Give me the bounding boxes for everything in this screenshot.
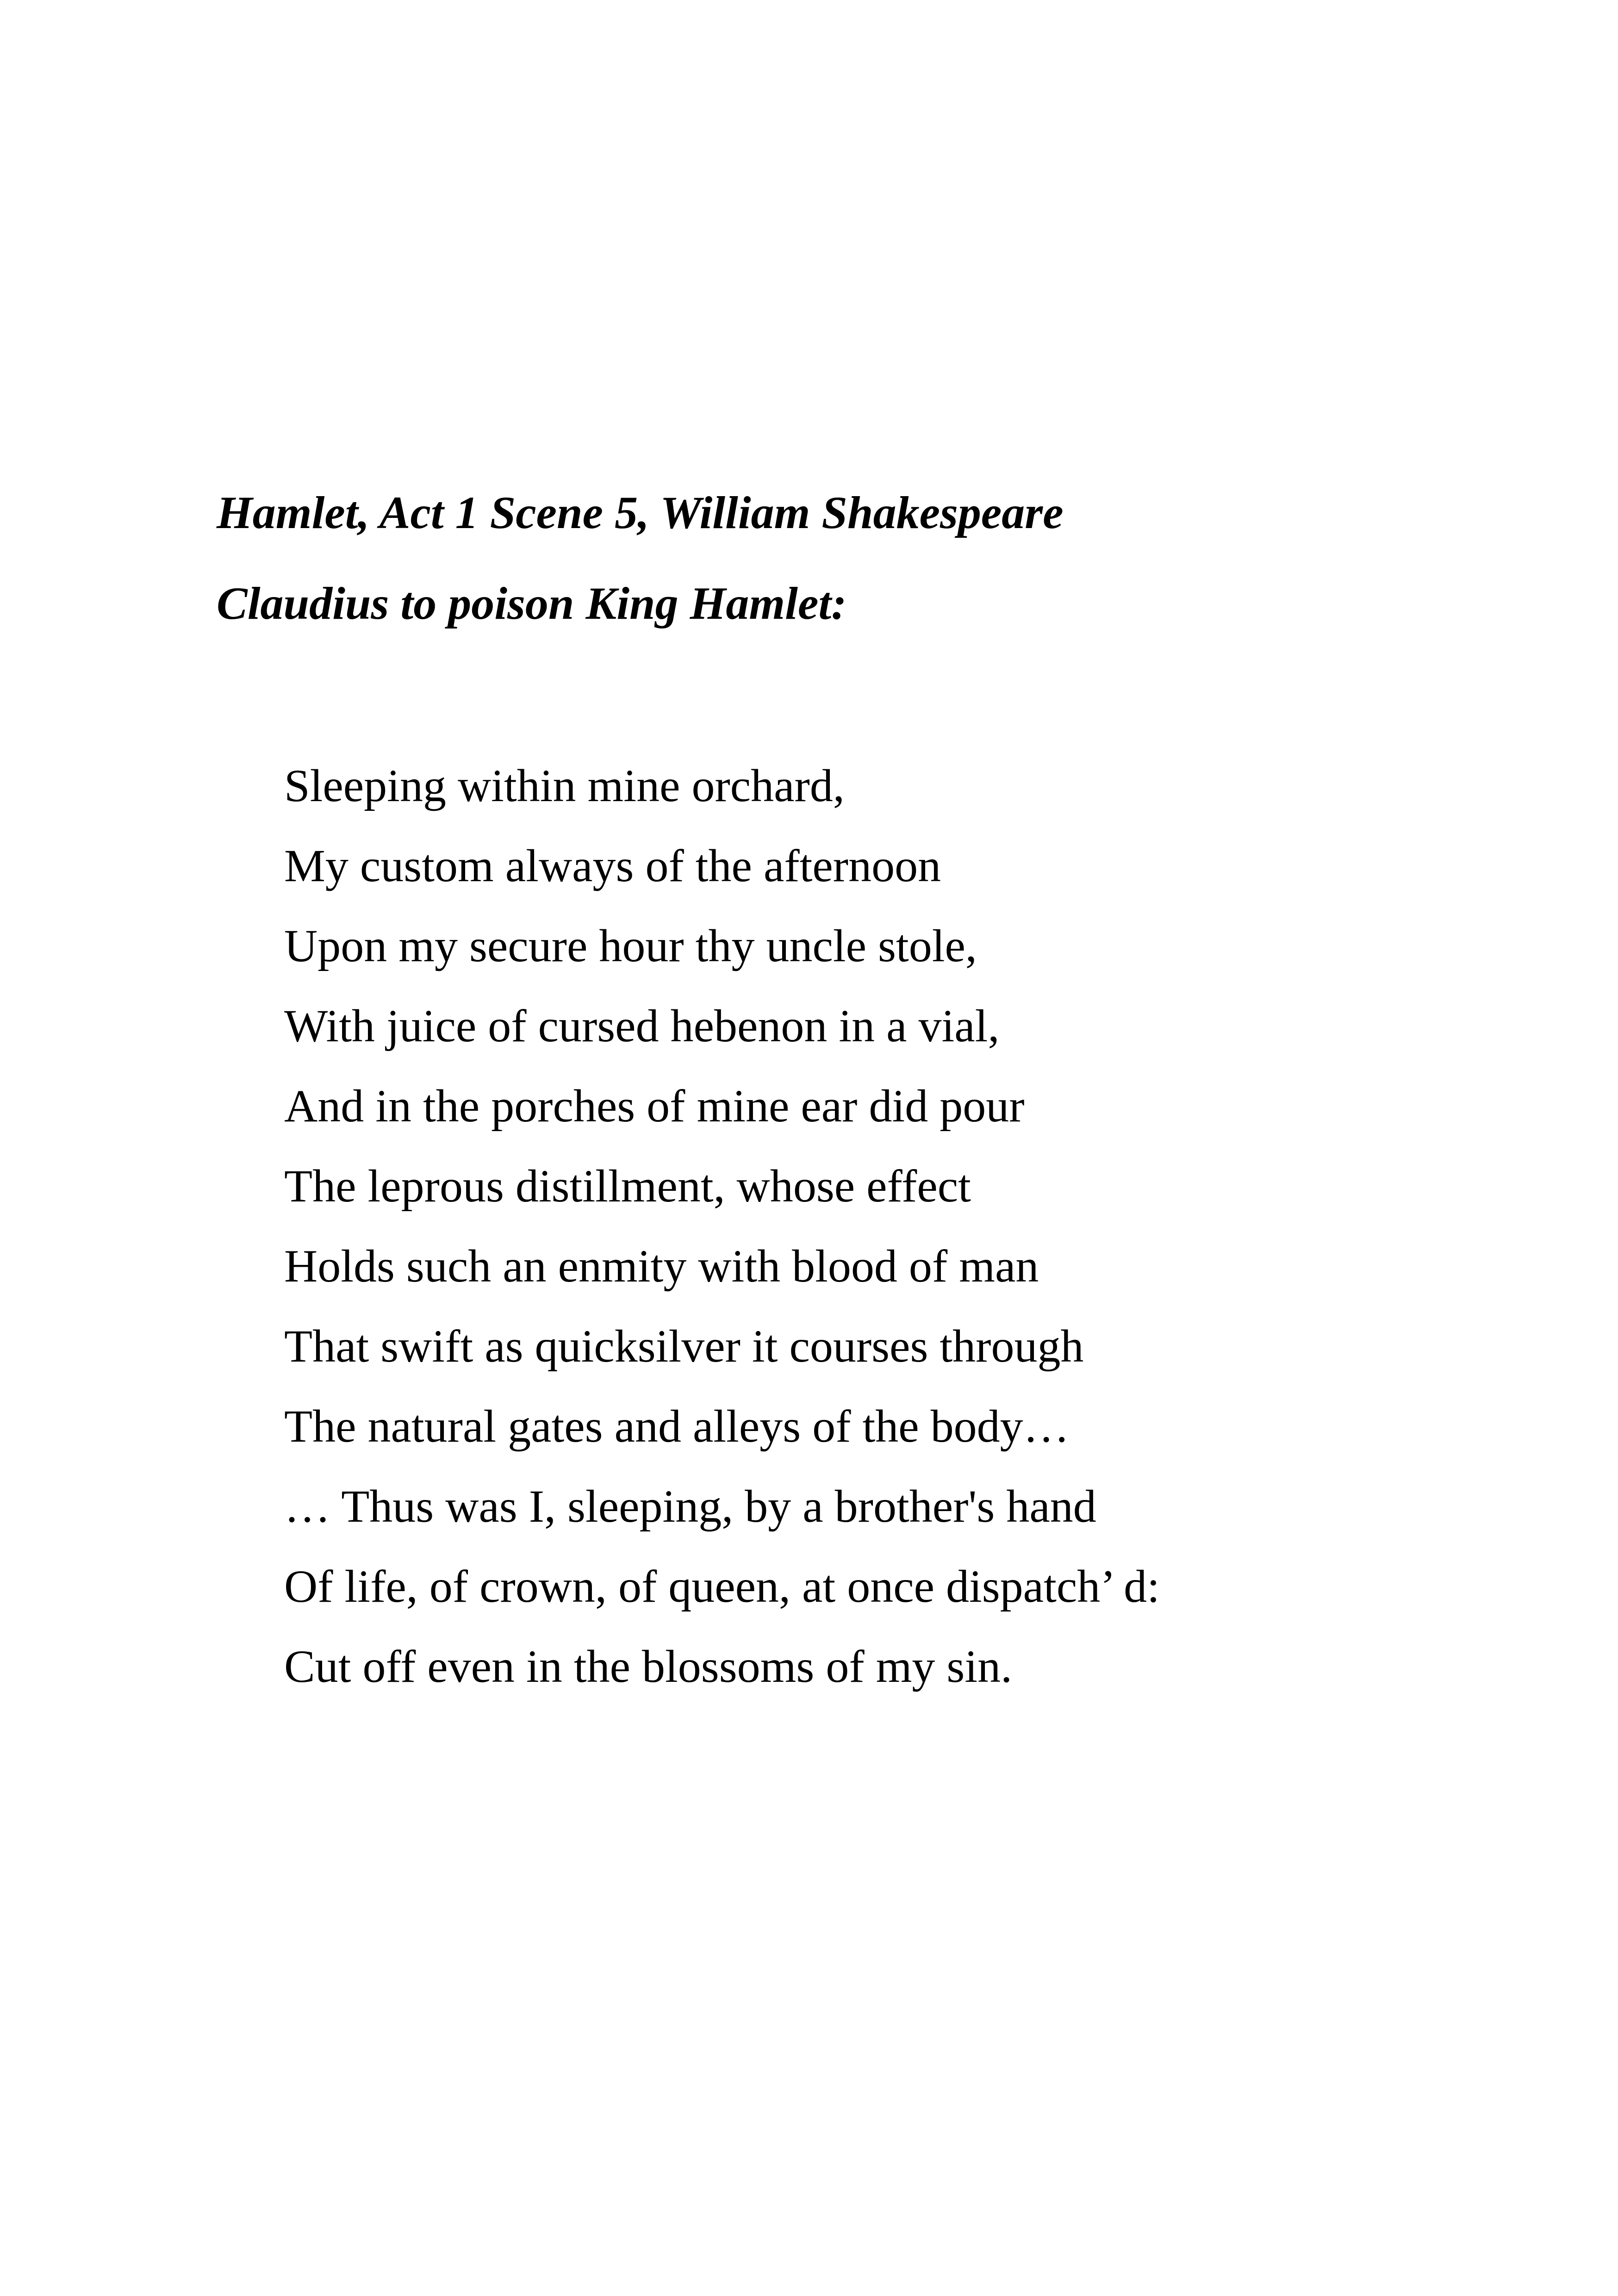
poem-line: And in the porches of mine ear did pour	[284, 1080, 1025, 1132]
poem-line: Cut off even in the blossoms of my sin.	[284, 1641, 1013, 1692]
poem-line: Of life, of crown, of queen, at once dispatch’ d:	[284, 1561, 1160, 1612]
poem-line: … Thus was I, sleeping, by a brother's hand	[284, 1481, 1096, 1532]
poem-excerpt	[284, 760, 1160, 1724]
poem-line: The leprous distillment, whose effect	[284, 1160, 971, 1212]
document-subtitle: Claudius to poison King Hamlet:	[217, 578, 847, 629]
poem-line: With juice of cursed hebenon in a vial,	[284, 1000, 1000, 1052]
poem-line: Sleeping within mine orchard,	[284, 760, 845, 811]
document-title: Hamlet, Act 1 Scene 5, William Shakespeare	[217, 487, 1064, 538]
poem-line: Upon my secure hour thy uncle stole,	[284, 920, 977, 971]
poem-line: The natural gates and alleys of the body…	[284, 1400, 1070, 1452]
poem-line: That swift as quicksilver it courses through	[284, 1320, 1084, 1372]
poem-line: My custom always of the afternoon	[284, 840, 941, 891]
poem-line: Holds such an enmity with blood of man	[284, 1240, 1039, 1292]
